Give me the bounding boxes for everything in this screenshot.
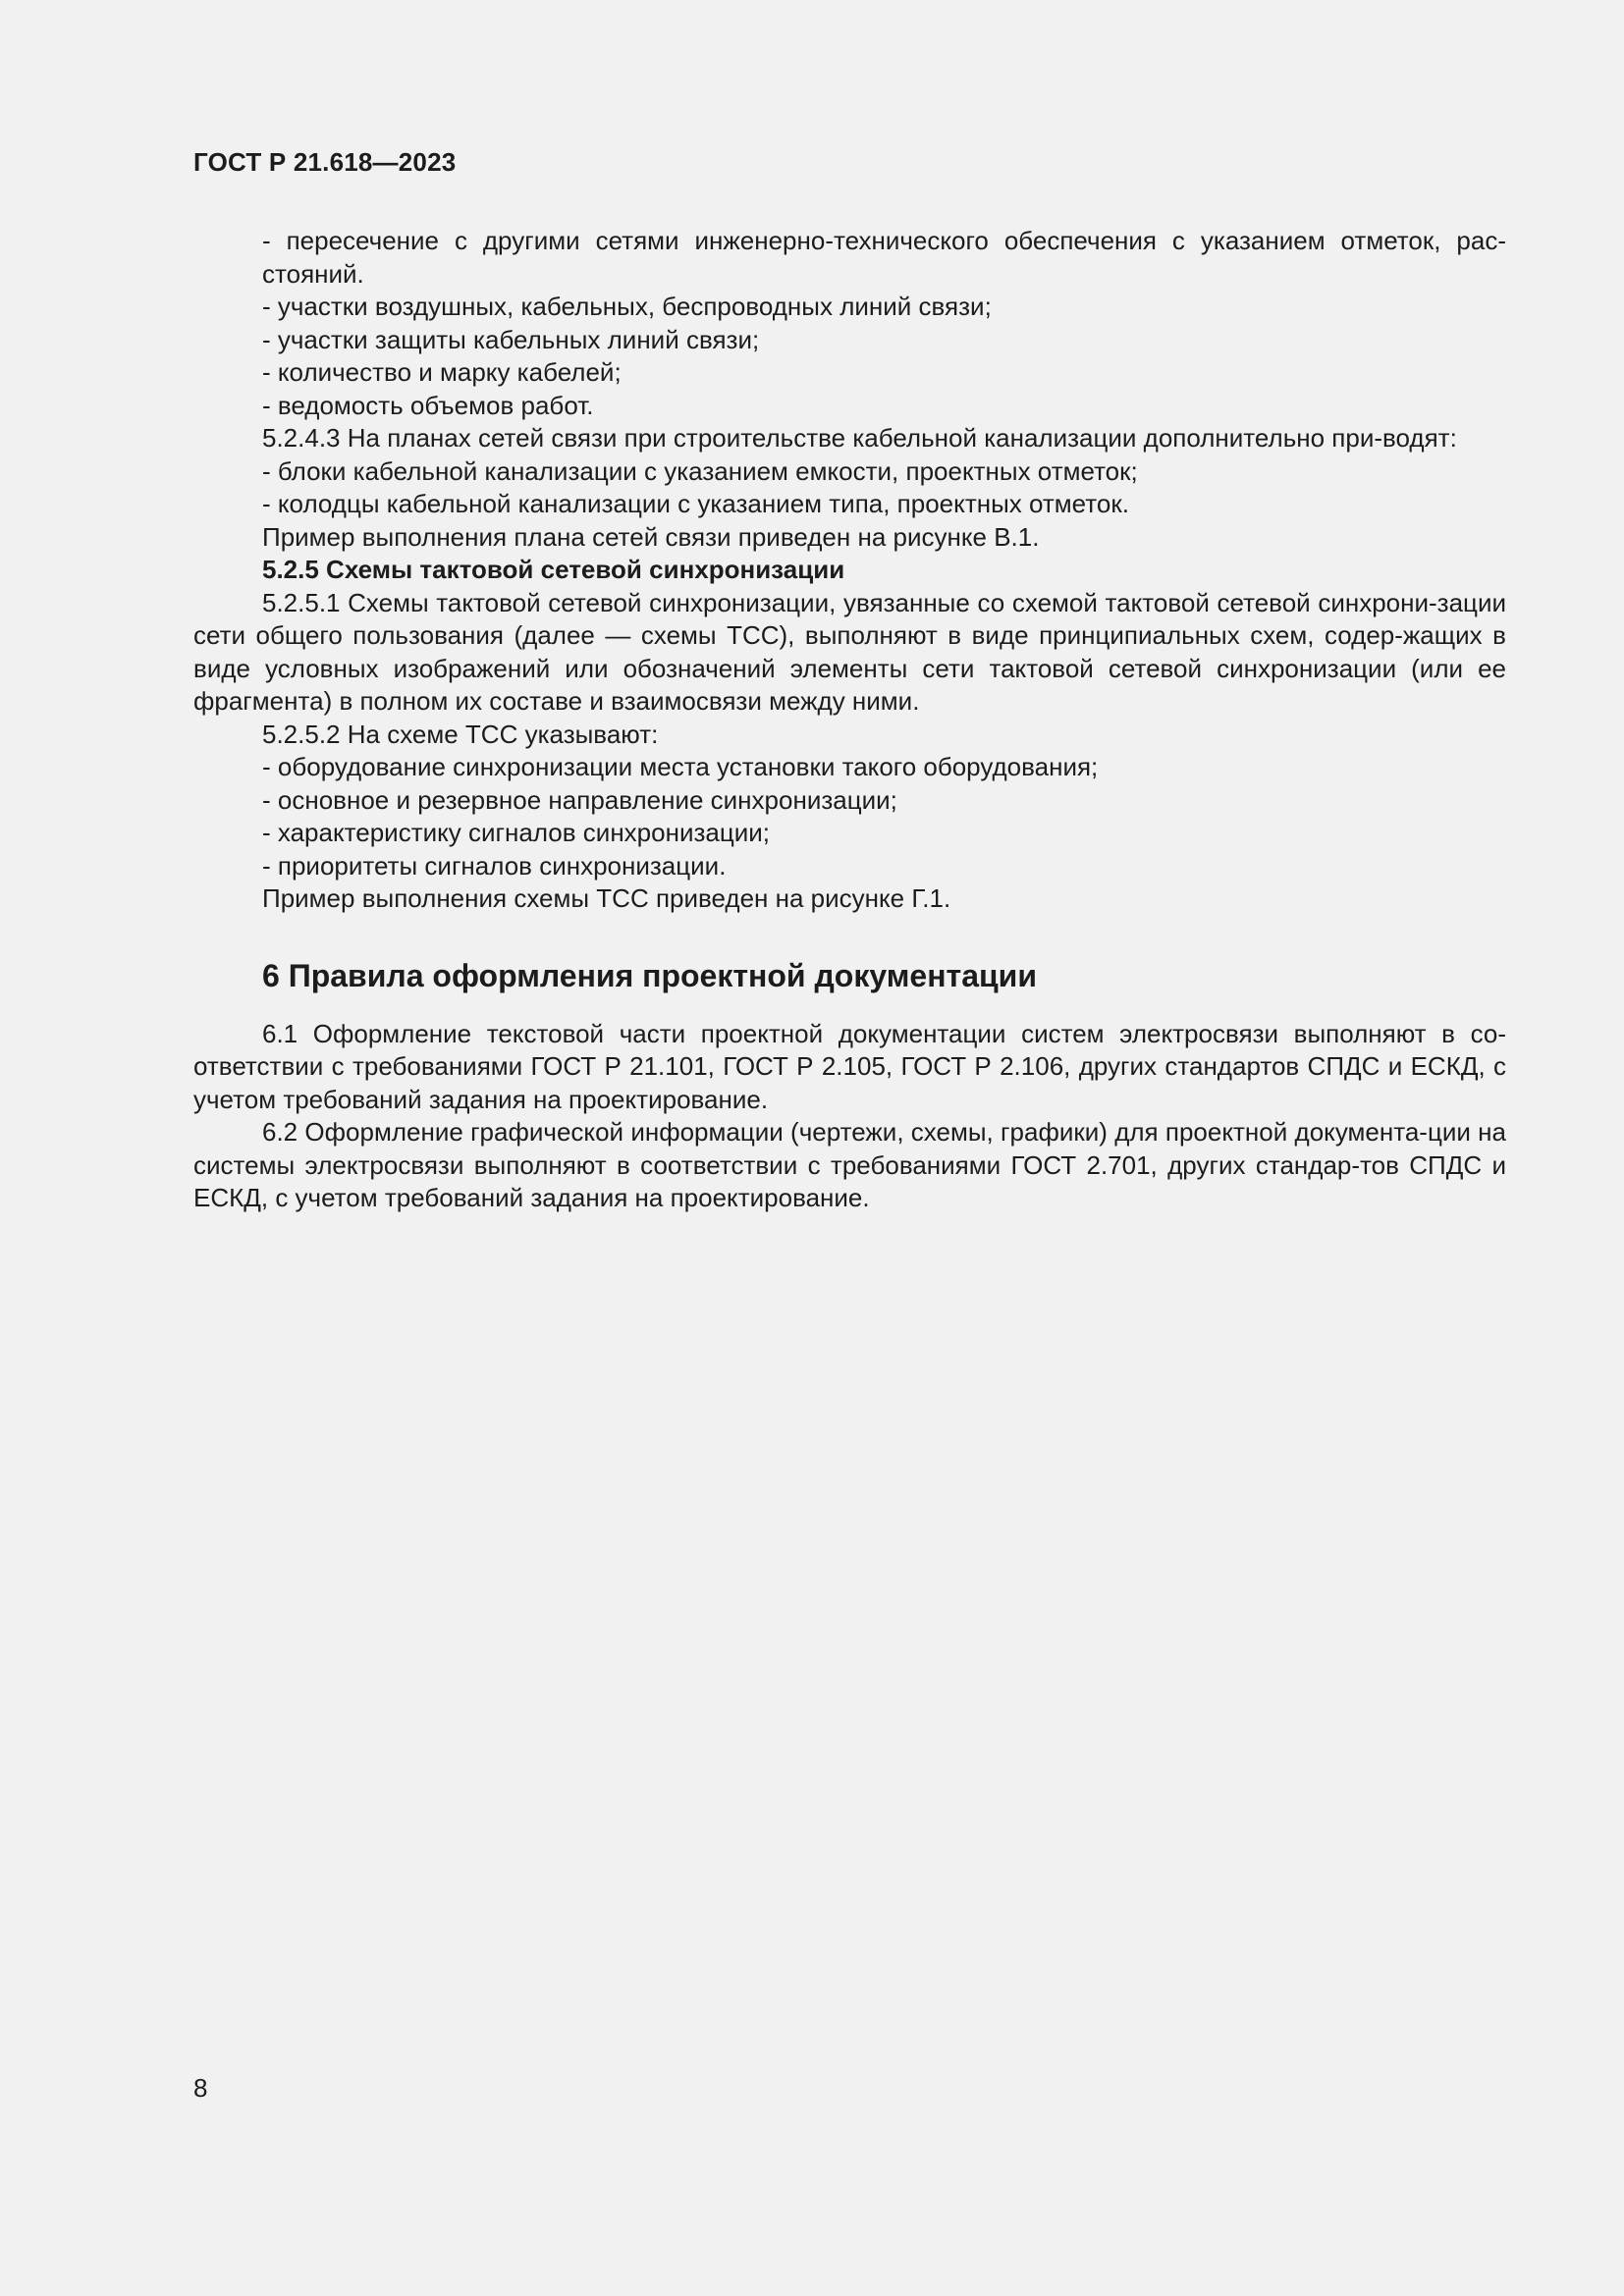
list-item-protection: - участки защиты кабельных линий связи; bbox=[262, 324, 760, 354]
subsection-heading-5-2-5: 5.2.5 Схемы тактовой сетевой синхронизации bbox=[262, 555, 845, 584]
paragraph-5-2-5-1: 5.2.5.1 Схемы тактовой сетевой синхронизации, увязанные со схемой тактовой сетевой синхрони-зации сети общего пользования (далее — схемы ТСС), выполняют в виде принципиальных схем, содер-жащих в виде условных изображений или обозначений элементы сети тактовой сетевой синхронизации (или ее фрагмента) в полном их составе и взаимосвязи между ними. bbox=[193, 587, 1506, 716]
list-item-wells: - колодцы кабельной канализации с указанием типа, проектных отметок. bbox=[262, 489, 1129, 518]
document-body bbox=[193, 225, 1506, 1215]
paragraph-example-g1: Пример выполнения схемы ТСС приведен на рисунке Г.1. bbox=[262, 883, 951, 913]
page-number: 8 bbox=[193, 2073, 208, 2103]
list-item-intersection: - пересечение с другими сетями инженерно-технического обеспечения с указанием отметок, рас-стояний. bbox=[262, 226, 1506, 289]
list-item-equipment: - оборудование синхронизации места установки такого оборудования; bbox=[262, 752, 1099, 781]
list-item-characteristics: - характеристику сигналов синхронизации; bbox=[262, 818, 771, 847]
list-item-air-lines: - участки воздушных, кабельных, беспроводных линий связи; bbox=[262, 292, 992, 321]
paragraph-example-b1: Пример выполнения плана сетей связи приведен на рисунке В.1. bbox=[262, 521, 1040, 552]
document-code-header: ГОСТ Р 21.618—2023 bbox=[193, 147, 457, 177]
paragraph-5-2-5-2: 5.2.5.2 На схеме ТСС указывают: bbox=[262, 719, 659, 749]
paragraph-6-1: 6.1 Оформление текстовой части проектной документации систем электросвязи выполняют в со-ответствии с требованиями ГОСТ Р 21.101, ГОСТ Р 2.105, ГОСТ Р 2.106, других стандартов СПДС и ЕСКД, с учетом требований задания на проектирование. bbox=[193, 1018, 1506, 1114]
list-item-volumes: - ведомость объемов работ. bbox=[262, 390, 594, 420]
section-heading-6: 6 Правила оформления проектной документации bbox=[262, 957, 1037, 993]
list-item-directions: - основное и резервное направление синхронизации; bbox=[262, 784, 897, 815]
list-item-cables: - количество и марку кабелей; bbox=[262, 357, 622, 387]
paragraph-6-2: 6.2 Оформление графической информации (чертежи, схемы, графики) для проектной документа-ции на системы электросвязи выполняют в соответствии с требованиями ГОСТ 2.701, других стандар-тов СПДС и ЕСКД, с учетом требований задания на проектирование. bbox=[193, 1117, 1506, 1212]
list-item-blocks: - блоки кабельной канализации с указанием емкости, проектных отметок; bbox=[262, 455, 1138, 486]
list-item-priorities: - приоритеты сигналов синхронизации. bbox=[262, 850, 727, 881]
paragraph-5-2-4-3: 5.2.4.3 На планах сетей связи при строительстве кабельной канализации дополнительно при-водят: bbox=[262, 423, 1457, 453]
